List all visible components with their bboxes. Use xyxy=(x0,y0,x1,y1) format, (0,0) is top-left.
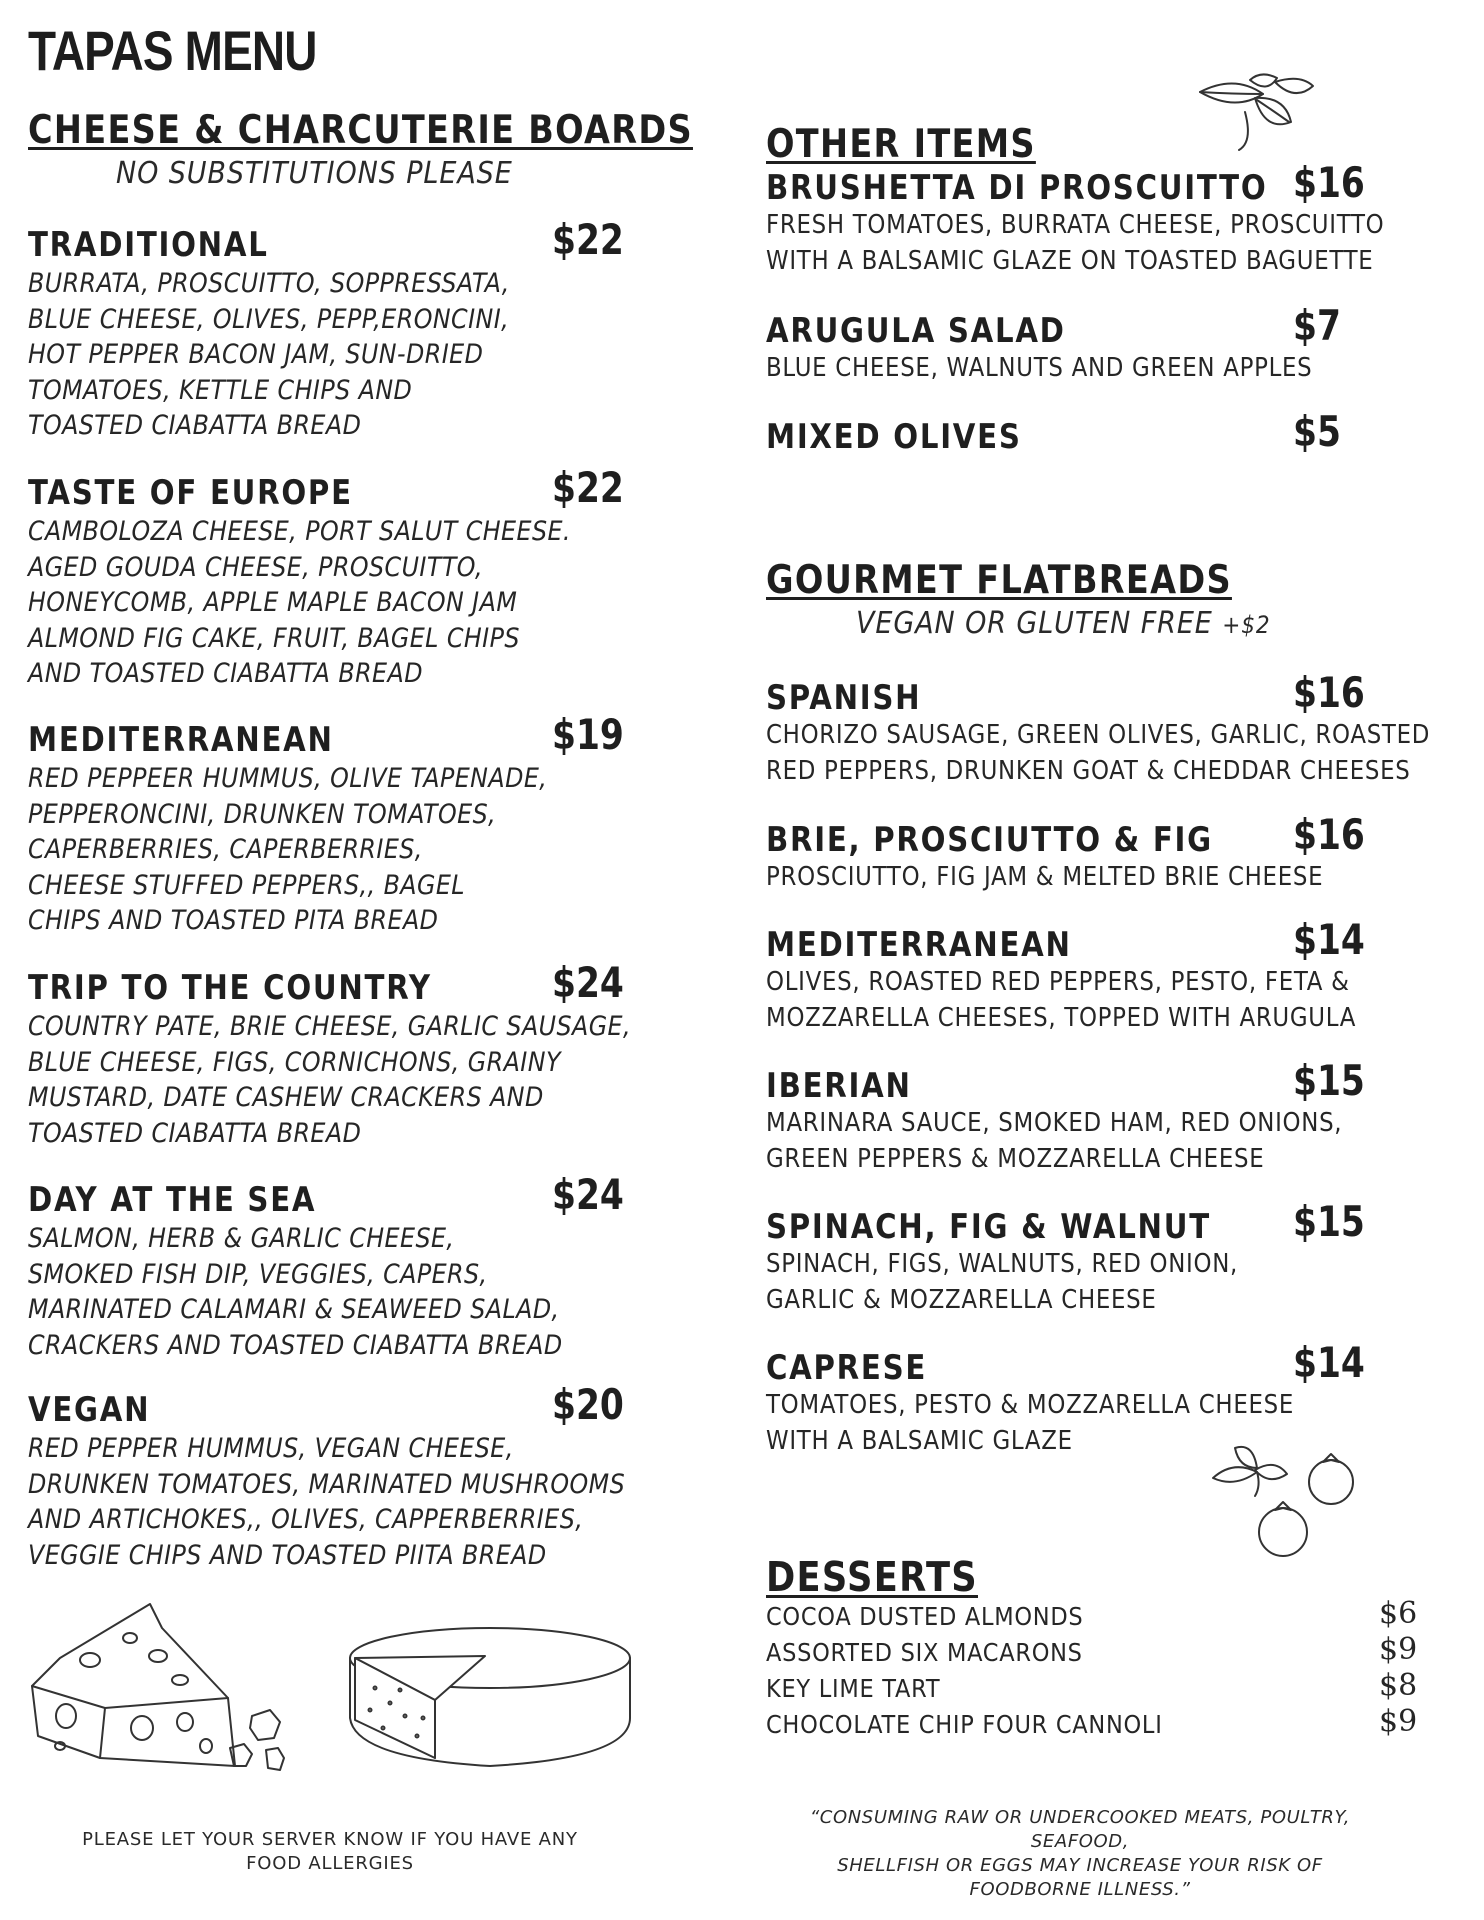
board-item-name: DAY AT THE SEA xyxy=(28,1180,317,1220)
flatbread-item-price: $15 xyxy=(1293,1056,1365,1105)
flatbread-item-desc: PROSCIUTTO, FIG JAM & MELTED BRIE CHEESE xyxy=(766,862,1324,892)
cheese-wheel-icon xyxy=(335,1618,635,1778)
dessert-name: KEY LIME TART xyxy=(766,1674,941,1703)
dessert-price: $6 xyxy=(1379,1596,1418,1631)
other-item-name: ARUGULA SALAD xyxy=(766,311,1066,351)
dessert-price: $9 xyxy=(1379,1704,1418,1739)
flatbread-item-name: BRIE, PROSCIUTTO & FIG xyxy=(766,820,1213,860)
board-item-desc: RED PEPPEER HUMMUS, OLIVE TAPENADE, PEPPERONCINI, DRUNKEN TOMATOES, CAPERBERRIES, CAPERBERRIES, CHEESE STUFFED PEPPERS,, BAGEL CHIPS AND TOASTED PITA BREAD xyxy=(28,763,548,936)
board-item-name: VEGAN xyxy=(28,1390,151,1430)
flatbread-item-name: MEDITERRANEAN xyxy=(766,925,1072,965)
other-item-desc: BLUE CHEESE, WALNUTS AND GREEN APPLES xyxy=(766,353,1313,383)
flatbread-item-desc: SPINACH, FIGS, WALNUTS, RED ONION, GARLIC & MOZZARELLA CHEESE xyxy=(766,1249,1238,1315)
consumption-warning: “CONSUMING RAW OR UNDERCOOKED MEATS, POULTRY, SEAFOOD, SHELLFISH OR EGGS MAY INCREASE YOUR RISK OF FOODBORNE ILLNESS.” xyxy=(809,1807,1351,1900)
flatbreads-subheading: VEGAN OR GLUTEN FREE +$2 xyxy=(856,606,1271,641)
other-item-desc: FRESH TOMATOES, BURRATA CHEESE, PROSCUITTO WITH A BALSAMIC GLAZE ON TOASTED BAGUETTE xyxy=(766,210,1385,276)
flatbread-item-desc: MARINARA SAUCE, SMOKED HAM, RED ONIONS, GREEN PEPPERS & MOZZARELLA CHEESE xyxy=(766,1108,1343,1174)
desserts-heading: DESSERTS xyxy=(766,1553,978,1601)
swiss-cheese-wedge-icon xyxy=(30,1598,300,1778)
other-item-name: BRUSHETTA DI PROSCUITTO xyxy=(766,168,1268,208)
board-item-name: TRADITIONAL xyxy=(28,225,269,265)
boards-subheading: NO SUBSTITUTIONS PLEASE xyxy=(116,156,513,191)
other-item-price: $16 xyxy=(1293,158,1365,207)
dessert-price: $8 xyxy=(1379,1668,1418,1703)
flatbread-item-price: $14 xyxy=(1293,1338,1365,1387)
board-item-price: $19 xyxy=(552,710,624,759)
board-item-name: MEDITERRANEAN xyxy=(28,720,334,760)
boards-heading: CHEESE & CHARCUTERIE BOARDS xyxy=(28,108,693,153)
page-title: TAPAS MENU xyxy=(28,19,317,82)
board-item-desc: CAMBOLOZA CHEESE, PORT SALUT CHEESE. AGED GOUDA CHEESE, PROSCUITTO, HONEYCOMB, APPLE MAPLE BACON JAM ALMOND FIG CAKE, FRUIT, BAGEL CHIPS AND TOASTED CIABATTA BREAD xyxy=(28,516,571,689)
board-item-price: $22 xyxy=(552,215,624,264)
flatbread-item-desc: TOMATOES, PESTO & MOZZARELLA CHEESE WITH A BALSAMIC GLAZE xyxy=(766,1390,1295,1456)
flatbread-item-desc: OLIVES, ROASTED RED PEPPERS, PESTO, FETA & MOZZARELLA CHEESES, TOPPED WITH ARUGULA xyxy=(766,967,1357,1033)
board-item-price: $24 xyxy=(552,958,624,1007)
flatbread-item-name: SPANISH xyxy=(766,678,922,718)
board-item-desc: COUNTRY PATE, BRIE CHEESE, GARLIC SAUSAGE, BLUE CHEESE, FIGS, CORNICHONS, GRAINY MUSTARD, DATE CASHEW CRACKERS AND TOASTED CIABATTA BREAD xyxy=(28,1011,631,1149)
flatbreads-heading: GOURMET FLATBREADS xyxy=(766,558,1232,603)
dessert-name: CHOCOLATE CHIP FOUR CANNOLI xyxy=(766,1710,1163,1739)
flatbread-item-desc: CHORIZO SAUSAGE, GREEN OLIVES, GARLIC, ROASTED RED PEPPERS, DRUNKEN GOAT & CHEDDAR CHEESES xyxy=(766,720,1431,786)
basil-leaves-icon xyxy=(1195,72,1315,152)
board-item-name: TRIP TO THE COUNTRY xyxy=(28,968,432,1008)
flatbread-item-price: $15 xyxy=(1293,1197,1365,1246)
other-item-price: $7 xyxy=(1293,301,1341,350)
board-item-desc: BURRATA, PROSCUITTO, SOPPRESSATA, BLUE CHEESE, OLIVES, PEPP,ERONCINI, HOT PEPPER BACON JAM, SUN-DRIED TOMATOES, KETTLE CHIPS AND TOASTED CIABATTA BREAD xyxy=(28,268,510,441)
dessert-name: COCOA DUSTED ALMONDS xyxy=(766,1602,1084,1631)
board-item-price: $22 xyxy=(552,463,624,512)
allergy-note: PLEASE LET YOUR SERVER KNOW IF YOU HAVE ANY FOOD ALLERGIES xyxy=(82,1829,578,1874)
flatbread-item-name: SPINACH, FIG & WALNUT xyxy=(766,1207,1211,1247)
board-item-price: $24 xyxy=(552,1170,624,1219)
tomato-basil-icon xyxy=(1205,1440,1385,1560)
dessert-price: $9 xyxy=(1379,1632,1418,1667)
flatbread-item-price: $14 xyxy=(1293,915,1365,964)
flatbread-item-name: CAPRESE xyxy=(766,1348,928,1388)
other-item-price: $5 xyxy=(1293,407,1341,456)
flatbreads-surcharge: +$2 xyxy=(1222,611,1271,639)
board-item-desc: RED PEPPER HUMMUS, VEGAN CHEESE, DRUNKEN TOMATOES, MARINATED MUSHROOMS AND ARTICHOKES,, OLIVES, CAPPERBERRIES, VEGGIE CHIPS AND TOASTED PIITA BREAD xyxy=(28,1433,626,1571)
flatbread-item-name: IBERIAN xyxy=(766,1066,912,1106)
flatbread-item-price: $16 xyxy=(1293,668,1365,717)
other-item-name: MIXED OLIVES xyxy=(766,417,1022,457)
dessert-name: ASSORTED SIX MACARONS xyxy=(766,1638,1083,1667)
flatbread-item-price: $16 xyxy=(1293,810,1365,859)
board-item-desc: SALMON, HERB & GARLIC CHEESE, SMOKED FISH DIP, VEGGIES, CAPERS, MARINATED CALAMARI & SEAWEED SALAD, CRACKERS AND TOASTED CIABATTA BREAD xyxy=(28,1223,563,1361)
board-item-name: TASTE OF EUROPE xyxy=(28,473,353,513)
other-heading: OTHER ITEMS xyxy=(766,122,1036,167)
board-item-price: $20 xyxy=(552,1380,624,1429)
